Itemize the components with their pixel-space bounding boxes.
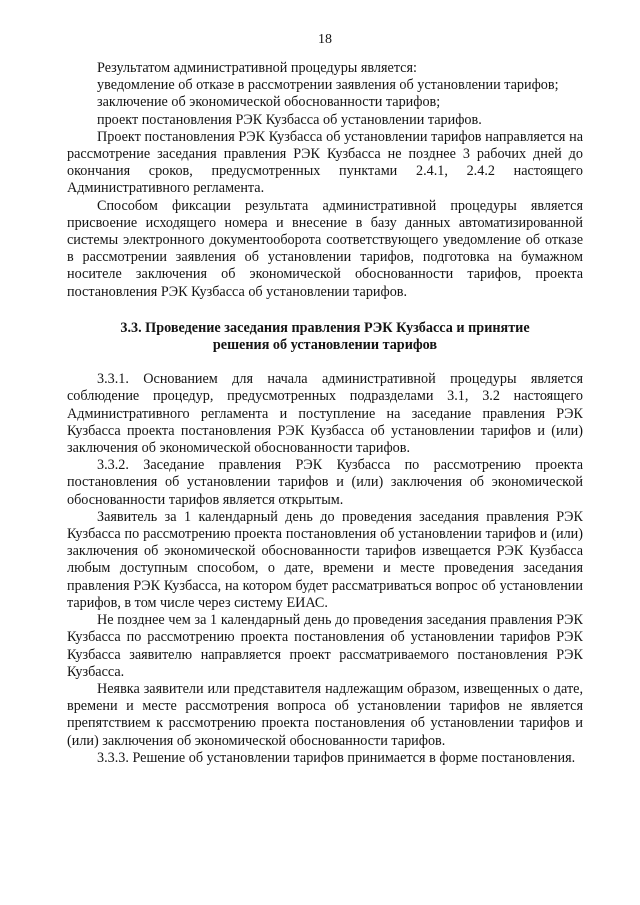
paragraph-result-intro: Результатом административной процедуры является: — [97, 60, 417, 76]
paragraph-refusal-notice: уведомление об отказе в рассмотрении заявления об установлении тарифов; — [97, 77, 559, 94]
paragraph-result-fixation: Способом фиксации результата административной процедуры является присвоение исходящего номера и внесение в базу данных автоматизированной системы электронного документооборота соответствующего уведомление об отказе в рассмотрении заявления об установлении тарифов, подготовка на бумажном носителе заключения об экономической обоснованности тарифов, проекта постановления РЭК Кузбасса об установлении тарифов. — [67, 197, 583, 300]
section-heading: 3.3. Проведение заседания правления РЭК Кузбасса и принятие решения об установлении тарифов — [120, 319, 530, 354]
paragraph-3-3-2: 3.3.2. Заседание правления РЭК Кузбасса по рассмотрению проекта постановления об установлении тарифов и (или) заключения об экономической обоснованности тарифов является открытым. — [67, 457, 583, 508]
paragraph-3-3-1: 3.3.1. Основанием для начала административной процедуры является соблюдение процедур, предусмотренных подразделами 3.1, 3.2 настоящего Административного регламента и поступление на заседание правления РЭК Кузбасса проекта постановления РЭК Кузбасса об установлении тарифов и (или) заключения об экономической обоснованности тарифов. — [67, 371, 583, 457]
paragraph-draft-resolution: проект постановления РЭК Кузбасса об установлении тарифов. — [97, 111, 482, 128]
section-spacer-bottom — [67, 354, 583, 371]
paragraph-applicant-notice: Заявитель за 1 календарный день до проведения заседания правления РЭК Кузбасса по рассмотрению проекта постановления об установлении тарифов и (или) заключения об экономической обоснованности тарифов извещается РЭК Кузбасса любым доступным способом, о дате, времени и месте проведения заседания правления РЭК Кузбасса, на котором будет рассматриваться вопрос об установлении тарифов, в том числе через систему ЕИАС. — [67, 508, 583, 611]
page-number: 18 — [318, 32, 332, 47]
paragraph-3-3-3: 3.3.3. Решение об установлении тарифов принимается в форме постановления. — [97, 749, 576, 766]
paragraph-draft-submission: Проект постановления РЭК Кузбасса об установлении тарифов направляется на рассмотрение заседания правления РЭК Кузбасса не позднее 3 рабочих дней до окончания сроков, предусмотренных пунктами 2.4.1, 2.4.2 настоящего Административного регламента. — [67, 128, 583, 197]
paragraph-absence: Неявка заявители или представителя надлежащим образом, извещенных о дате, времени и месте рассмотрения вопроса об установлении тарифов не является препятствием к рассмотрению проекта постановления об установлении тарифов и (или) заключения об экономической обоснованности тарифов. — [67, 680, 583, 749]
paragraph-draft-delivery: Не позднее чем за 1 календарный день до проведения заседания правления РЭК Кузбасса по рассмотрению проекта постановления об установлении тарифов РЭК Кузбасса заявителю направляется проект рассматриваемого постановления РЭК Кузбасса. — [67, 612, 583, 680]
document-body — [67, 60, 583, 767]
paragraph-economic-conclusion: заключение об экономической обоснованности тарифов; — [97, 94, 441, 111]
section-spacer-top — [67, 301, 583, 320]
